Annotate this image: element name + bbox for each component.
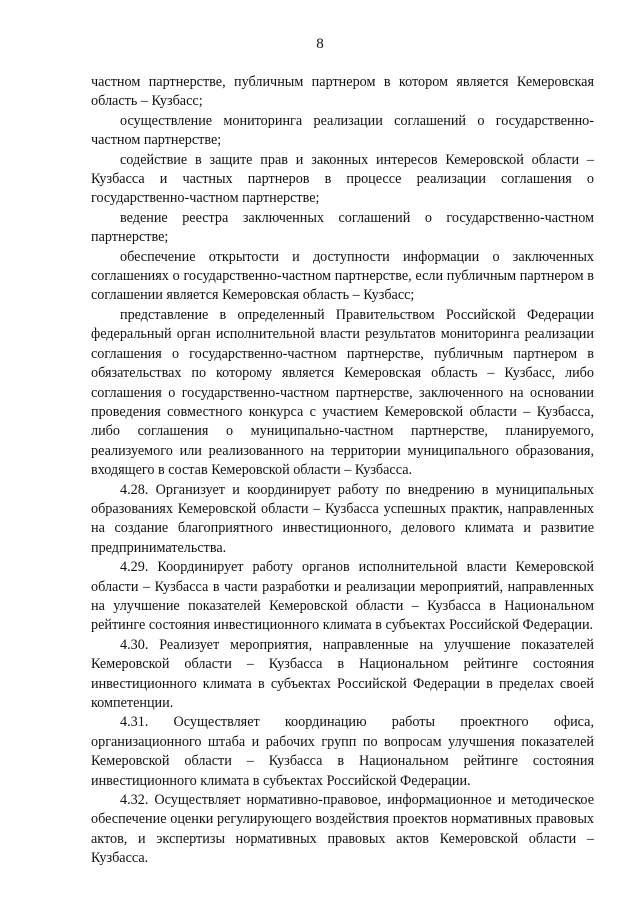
paragraph-reporting: представление в определенный Правительством Российской Федерации федеральный орган исполнительной власти результатов мониторинга реализации соглашения о государственно-частном партнерстве, публичным партнером в обязательствах по которому является Кемеровская область – Кузбасс, либо соглашения о государственно-частном партнерстве, заключенного на основании проведения совместного конкурса с участием Кемеровской области – Кузбасса, либо соглашения о муниципально-частном партнерстве, планируемого, реализуемого или реализованного на территории муниципального образования, входящего в состав Кемеровской области – Кузбасса. [91, 306, 594, 479]
page-number: 8 [316, 36, 324, 52]
paragraph-4-31: 4.31. Осуществляет координацию работы проектного офиса, организационного штаба и рабочих групп по вопросам улучшения показателей Кемеровской области – Кузбасса в Национальном рейтинге состояния инвестиционного климата в субъектах Российской Федерации. [91, 714, 594, 789]
paragraph-protection: содействие в защите прав и законных интересов Кемеровской области – Кузбасса и частных партнеров в процессе реализации соглашения о государственно-частном партнерстве; [91, 151, 594, 207]
paragraph-registry: ведение реестра заключенных соглашений о государственно-частном партнерстве; [91, 209, 594, 246]
paragraph-4-29: 4.29. Координирует работу органов исполнительной власти Кемеровской области – Кузбасса в части разработки и реализации мероприятий, направленных на улучшение показателей Кемеровской области – Кузбасса в Национальном рейтинге состояния инвестиционного климата в субъектах Российской Федерации. [91, 559, 594, 634]
paragraph-continuation: частном партнерстве, публичным партнером в котором является Кемеровская область – Кузбасс; [91, 74, 594, 110]
document-body [91, 73, 594, 869]
paragraph-4-28: 4.28. Организует и координирует работу по внедрению в муниципальных образованиях Кемеровской области – Кузбасса успешных практик, направленных на создание благоприятного инвестиционного, делового климата и развитие предпринимательства. [91, 481, 594, 556]
paragraph-monitoring: осуществление мониторинга реализации соглашений о государственно-частном партнерстве; [91, 112, 594, 149]
paragraph-4-30: 4.30. Реализует мероприятия, направленные на улучшение показателей Кемеровской области – Кузбасса в Национальном рейтинге состояния инвестиционного климата в субъектах Российской Федерации в пределах своей компетенции. [91, 636, 594, 711]
paragraph-4-32: 4.32. Осуществляет нормативно-правовое, информационное и методическое обеспечение оценки регулирующего воздействия проектов нормативных правовых актов, и экспертизы нормативных правовых актов Кемеровской области – Кузбасса. [91, 792, 594, 867]
paragraph-transparency: обеспечение открытости и доступности информации о заключенных соглашениях о государственно-частном партнерстве, если публичным партнером в соглашении является Кемеровская область – Кузбасс; [91, 248, 594, 304]
